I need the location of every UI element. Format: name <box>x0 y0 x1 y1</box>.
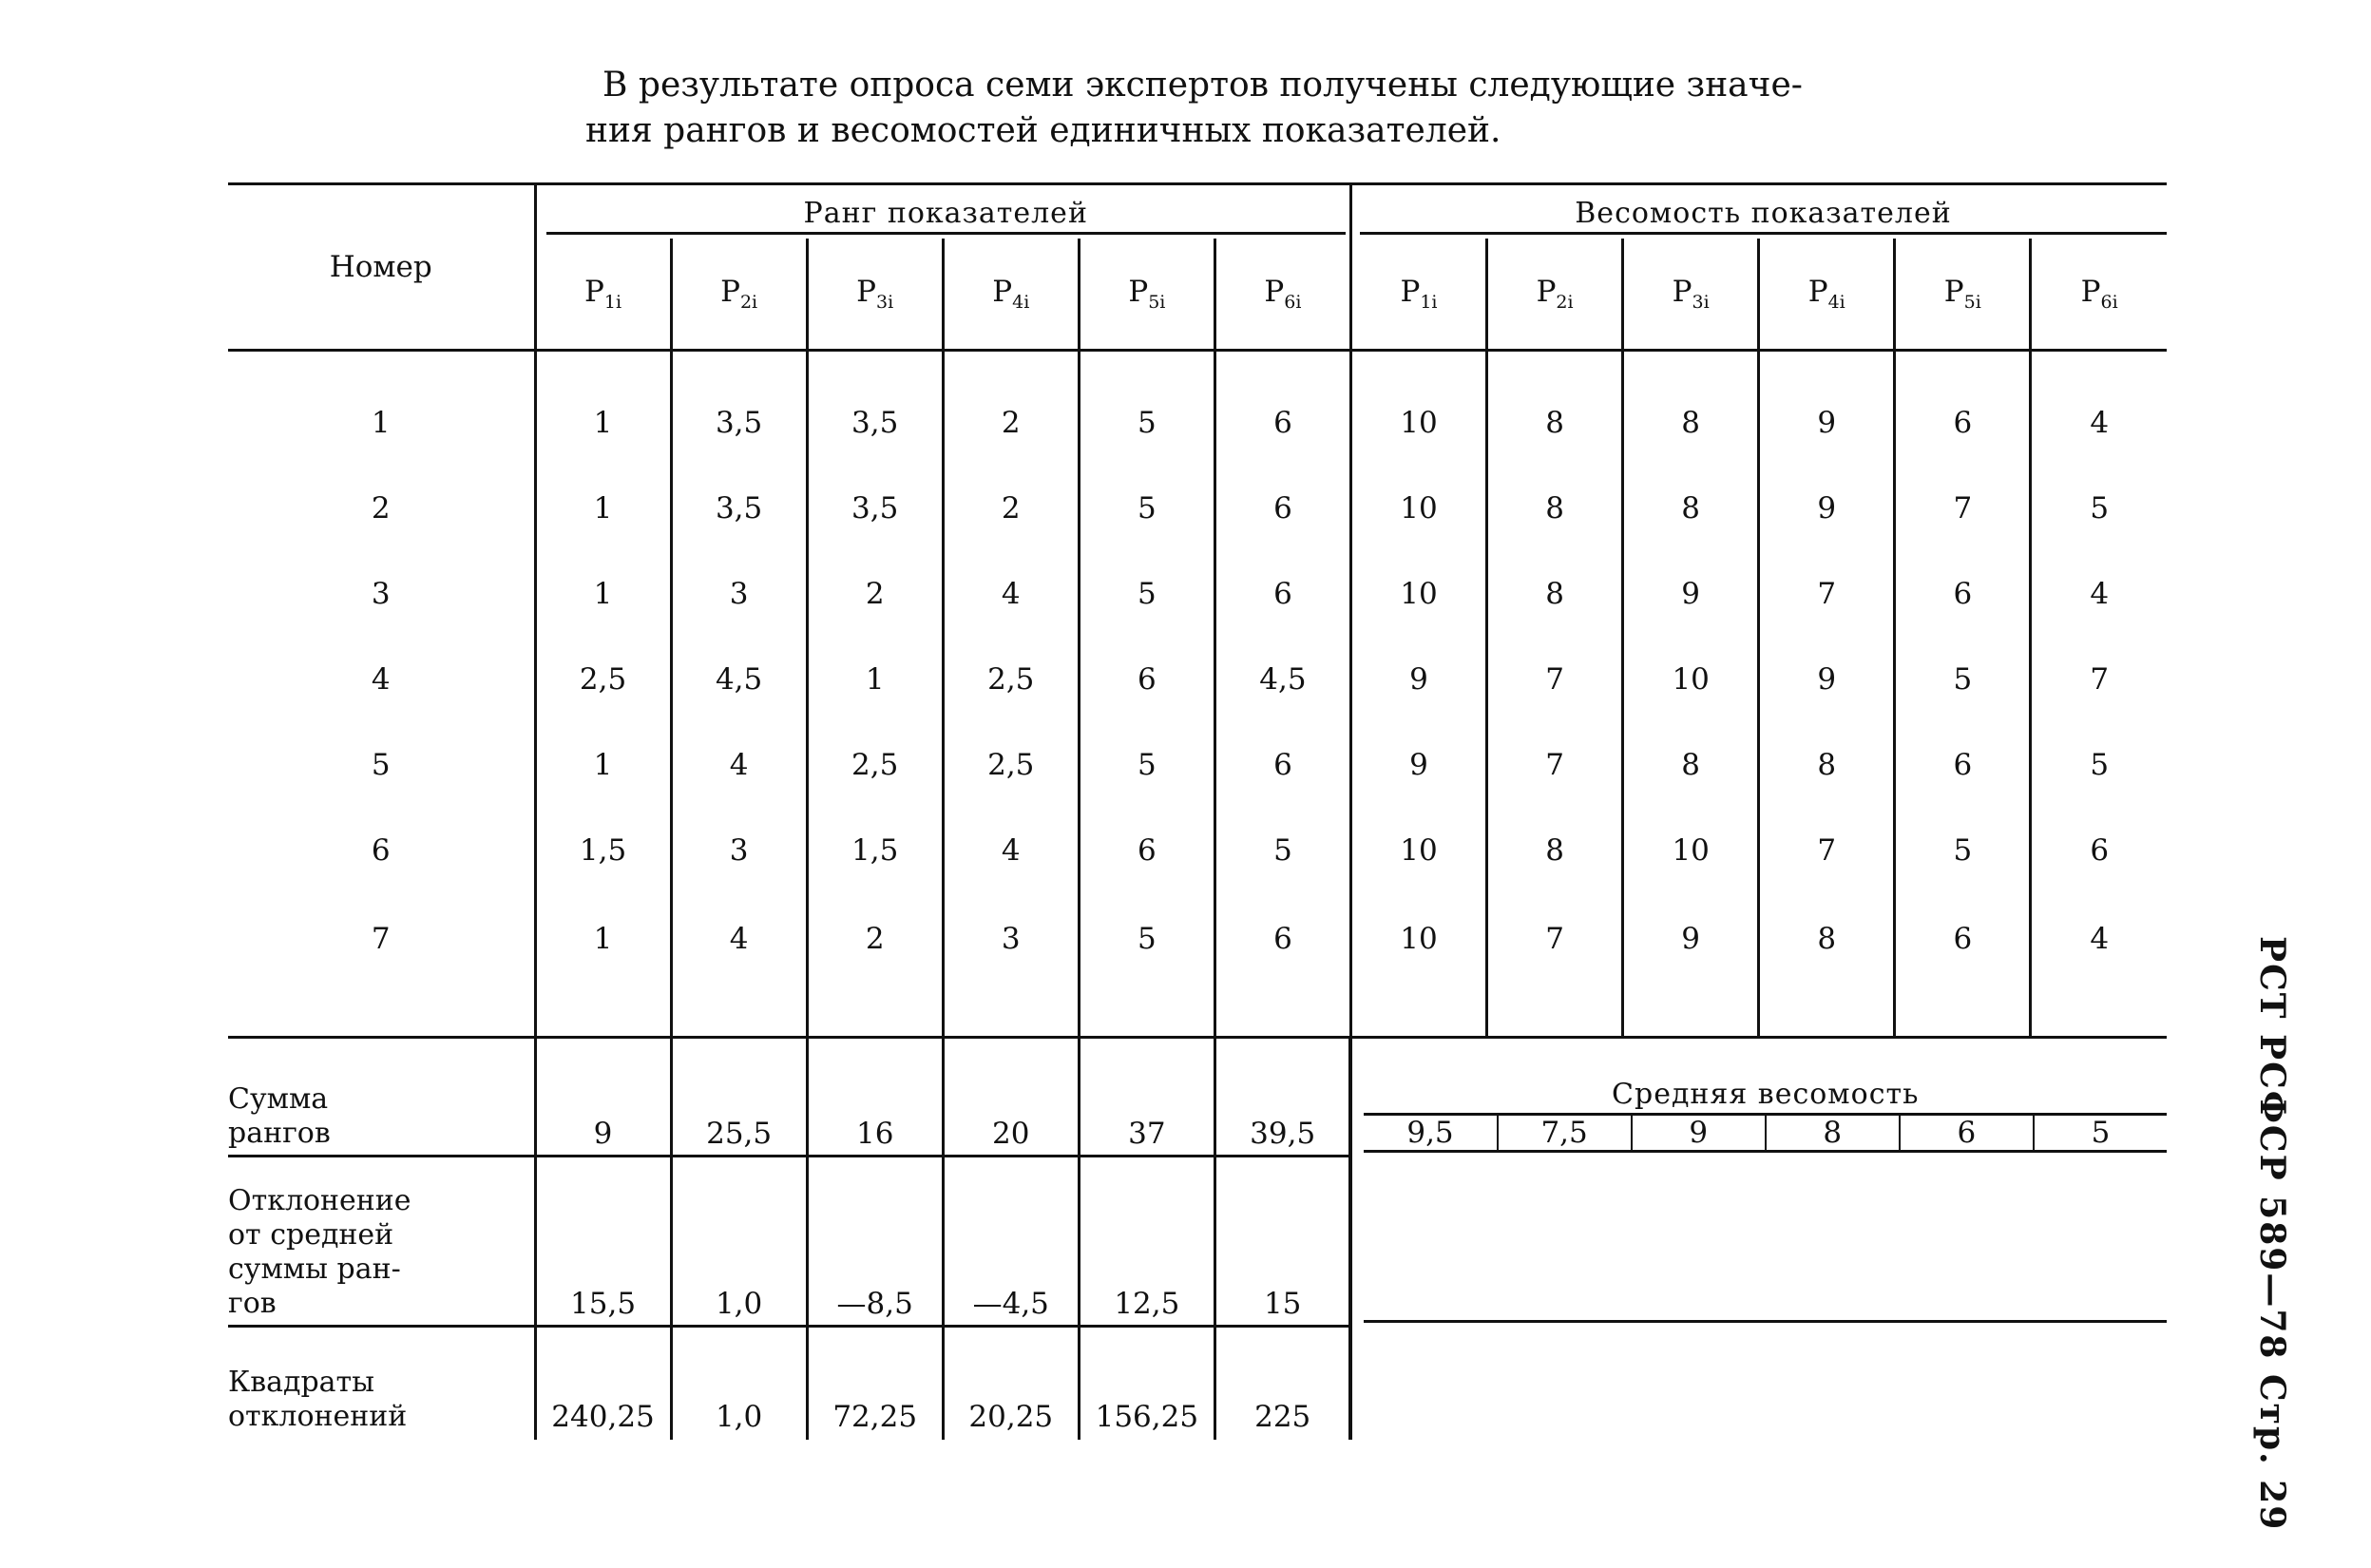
p-column-header <box>1487 239 1623 351</box>
text: рангов <box>228 1117 331 1150</box>
p-column-header <box>535 239 671 351</box>
rank-cell: 5 <box>1079 551 1214 637</box>
weight-cell: 9 <box>1759 351 1895 467</box>
sum-row <box>228 1038 2167 1157</box>
text: P <box>720 274 740 309</box>
squares-cell: 1,0 <box>671 1327 807 1441</box>
expert-number: 6 <box>371 833 391 868</box>
text: P <box>1400 274 1421 309</box>
text: 3i <box>876 292 894 314</box>
expert-number: 1 <box>371 406 391 440</box>
text: Отклонение <box>228 1184 411 1217</box>
table-row <box>228 808 2167 893</box>
rank-cell: 1 <box>807 637 943 722</box>
p-column-header <box>1759 239 1895 351</box>
intro-line: ния рангов и весомостей единичных показателей. <box>585 111 1501 150</box>
table-row <box>228 551 2167 637</box>
rank-cell: 1,5 <box>807 808 943 893</box>
weight-cell: 10 <box>1350 808 1486 893</box>
table-row <box>228 722 2167 808</box>
rank-cell: 6 <box>1079 808 1214 893</box>
weight-cell: 6 <box>2031 808 2167 893</box>
weight-cell: 10 <box>1350 466 1486 551</box>
weight-cell: 7 <box>2031 637 2167 722</box>
p-column-header <box>1350 239 1486 351</box>
rank-cell: 3,5 <box>807 351 943 467</box>
weight-cell: 10 <box>1623 637 1759 722</box>
rank-cell: 1 <box>535 466 671 551</box>
rank-cell: 3,5 <box>671 466 807 551</box>
rank-cell: 1,5 <box>535 808 671 893</box>
weight-cell: 7 <box>1487 722 1623 808</box>
rank-cell: 3 <box>671 808 807 893</box>
rank-cell: 2 <box>943 351 1079 467</box>
table-row <box>228 466 2167 551</box>
rank-cell: 5 <box>1079 466 1214 551</box>
average-weight-cell: 7,5 <box>1497 1116 1631 1150</box>
p-column-header <box>1895 239 2031 351</box>
p-column-header <box>2031 239 2167 351</box>
weight-cell: 7 <box>1895 466 2031 551</box>
weight-cell: 5 <box>2031 466 2167 551</box>
text: от средней <box>228 1218 394 1252</box>
deviation-cell: —4,5 <box>943 1157 1079 1327</box>
weight-cell: 10 <box>1350 551 1486 637</box>
average-weight-cell: 5 <box>2033 1116 2167 1150</box>
text: P <box>1536 274 1557 309</box>
sum-cell: 16 <box>807 1038 943 1157</box>
rank-cell: 6 <box>1214 893 1350 1038</box>
weight-cell: 7 <box>1487 893 1623 1038</box>
deviation-cell: 12,5 <box>1079 1157 1214 1327</box>
weight-cell: 4 <box>2031 551 2167 637</box>
rank-cell: 5 <box>1079 893 1214 1038</box>
text: отклонений <box>228 1400 408 1433</box>
sum-cell: 20 <box>943 1038 1079 1157</box>
intro-paragraph <box>585 63 1916 154</box>
rank-cell: 5 <box>1214 808 1350 893</box>
rank-cell: 4 <box>943 551 1079 637</box>
rank-cell: 2,5 <box>807 722 943 808</box>
text: Квадраты <box>228 1366 375 1399</box>
weight-cell: 7 <box>1759 808 1895 893</box>
rank-cell: 3,5 <box>807 466 943 551</box>
deviation-cell: 1,0 <box>671 1157 807 1327</box>
rank-cell: 2 <box>807 893 943 1038</box>
text: 4i <box>1012 292 1030 314</box>
text: 1i <box>1420 292 1438 314</box>
expert-number: 4 <box>371 662 391 697</box>
expert-number: 5 <box>371 748 391 782</box>
average-weight-title: Средняя весомость <box>1364 1078 2167 1116</box>
weight-cell: 5 <box>1895 637 2031 722</box>
text: гов <box>228 1287 277 1320</box>
p-column-header <box>1623 239 1759 351</box>
p-column-header <box>807 239 943 351</box>
squares-cell: 225 <box>1214 1327 1350 1441</box>
weight-cell: 10 <box>1623 808 1759 893</box>
table-row <box>228 893 2167 1038</box>
sum-cell: 37 <box>1079 1038 1214 1157</box>
weight-cell: 4 <box>2031 351 2167 467</box>
squares-cell: 72,25 <box>807 1327 943 1441</box>
text: 1i <box>603 292 622 314</box>
expert-rank-table <box>228 182 2167 1440</box>
text: P <box>1128 274 1149 309</box>
weight-cell: 9 <box>1623 893 1759 1038</box>
weight-cell: 8 <box>1487 808 1623 893</box>
empty-right-cell <box>1350 1327 2167 1441</box>
average-weight-cell: 6 <box>1899 1116 2033 1150</box>
weight-cell: 8 <box>1623 466 1759 551</box>
weight-cell: 7 <box>1759 551 1895 637</box>
weight-cell: 9 <box>1623 551 1759 637</box>
rank-cell: 6 <box>1214 722 1350 808</box>
average-weight-cell: 9 <box>1631 1116 1765 1150</box>
text: 3i <box>1692 292 1710 314</box>
text: 6i <box>1284 292 1302 314</box>
text: суммы ран- <box>228 1252 401 1286</box>
weight-cell: 8 <box>1487 466 1623 551</box>
rank-cell: 2 <box>943 466 1079 551</box>
deviation-cell: 15,5 <box>535 1157 671 1327</box>
average-weight-block <box>1350 1038 2167 1157</box>
rank-cell: 6 <box>1079 637 1214 722</box>
weight-cell: 6 <box>1895 551 2031 637</box>
deviation-cell: —8,5 <box>807 1157 943 1327</box>
weight-cell: 8 <box>1487 351 1623 467</box>
weight-cell: 9 <box>1759 637 1895 722</box>
average-weight-cell: 8 <box>1765 1116 1899 1150</box>
squares-cell: 240,25 <box>535 1327 671 1441</box>
weight-cell: 5 <box>1895 808 2031 893</box>
deviation-label <box>228 1157 535 1327</box>
text: 6i <box>2100 292 2118 314</box>
text: P <box>856 274 877 309</box>
rank-cell: 4,5 <box>1214 637 1350 722</box>
sum-cell: 39,5 <box>1214 1038 1350 1157</box>
expert-number: 3 <box>371 577 391 611</box>
weight-cell: 9 <box>1350 722 1486 808</box>
rank-cell: 1 <box>535 351 671 467</box>
rank-cell: 2 <box>807 551 943 637</box>
rank-cell: 6 <box>1214 351 1350 467</box>
deviation-row <box>228 1157 2167 1327</box>
rank-group-header <box>535 184 1350 239</box>
sum-cell: 25,5 <box>671 1038 807 1157</box>
rank-cell: 3,5 <box>671 351 807 467</box>
rank-cell: 2,5 <box>943 722 1079 808</box>
squares-cell: 156,25 <box>1079 1327 1214 1441</box>
rank-cell: 6 <box>1214 551 1350 637</box>
rank-cell: 1 <box>535 551 671 637</box>
table-row <box>228 351 2167 467</box>
rank-cell: 4 <box>671 893 807 1038</box>
rank-cell: 6 <box>1214 466 1350 551</box>
weight-cell: 8 <box>1487 551 1623 637</box>
expert-number: 7 <box>371 922 391 956</box>
squares-label <box>228 1327 535 1441</box>
rank-cell: 1 <box>535 722 671 808</box>
weight-cell: 10 <box>1350 893 1486 1038</box>
rank-cell: 4 <box>943 808 1079 893</box>
rank-cell: 2,5 <box>943 637 1079 722</box>
weight-cell: 8 <box>1759 893 1895 1038</box>
p-column-header <box>943 239 1079 351</box>
average-weight-cell: 9,5 <box>1406 1115 1454 1150</box>
text: P <box>584 274 604 309</box>
text: Ранг показателей <box>546 197 1346 235</box>
sum-label <box>228 1038 535 1157</box>
squares-row <box>228 1327 2167 1441</box>
text: 2i <box>1556 292 1574 314</box>
squares-cell: 20,25 <box>943 1327 1079 1441</box>
text: Весомость показателей <box>1360 197 2167 235</box>
weight-cell: 9 <box>1759 466 1895 551</box>
weight-cell: 6 <box>1895 722 2031 808</box>
text: P <box>1264 274 1285 309</box>
sum-cell: 9 <box>535 1038 671 1157</box>
weight-cell: 8 <box>1759 722 1895 808</box>
text: P <box>1807 274 1828 309</box>
p-column-header <box>1079 239 1214 351</box>
rank-cell: 3 <box>671 551 807 637</box>
table-row <box>228 637 2167 722</box>
weight-cell: 8 <box>1623 722 1759 808</box>
text: P <box>1943 274 1964 309</box>
text: 4i <box>1827 292 1845 314</box>
weight-cell: 8 <box>1623 351 1759 467</box>
intro-line: В результате опроса семи экспертов получены следующие значе- <box>602 66 1803 105</box>
text: 2i <box>739 292 758 314</box>
text: P <box>992 274 1013 309</box>
p-column-header <box>671 239 807 351</box>
rank-cell: 5 <box>1079 722 1214 808</box>
deviation-cell: 15 <box>1214 1157 1350 1327</box>
weight-cell: 9 <box>1350 637 1486 722</box>
number-header: Номер <box>228 184 535 351</box>
weight-cell: 4 <box>2031 893 2167 1038</box>
expert-number: 2 <box>371 491 391 526</box>
rank-cell: 2,5 <box>535 637 671 722</box>
text: P <box>1672 274 1692 309</box>
text: 5i <box>1963 292 1981 314</box>
weight-cell: 6 <box>1895 351 2031 467</box>
rank-cell: 1 <box>535 893 671 1038</box>
rank-cell: 3 <box>943 893 1079 1038</box>
text: P <box>2080 274 2101 309</box>
weight-cell: 10 <box>1350 351 1486 467</box>
weight-cell: 6 <box>1895 893 2031 1038</box>
rank-cell: 5 <box>1079 351 1214 467</box>
rank-cell: 4 <box>671 722 807 808</box>
text: Сумма <box>228 1082 329 1116</box>
text: 5i <box>1148 292 1166 314</box>
weight-group-header <box>1350 184 2167 239</box>
rank-cell: 4,5 <box>671 637 807 722</box>
weight-cell: 7 <box>1487 637 1623 722</box>
empty-right-cell <box>1350 1157 2167 1327</box>
weight-cell: 5 <box>2031 722 2167 808</box>
page-side-note: РСТ РСФСР 589—78 Стр. 29 <box>2252 936 2292 1532</box>
p-column-header <box>1214 239 1350 351</box>
